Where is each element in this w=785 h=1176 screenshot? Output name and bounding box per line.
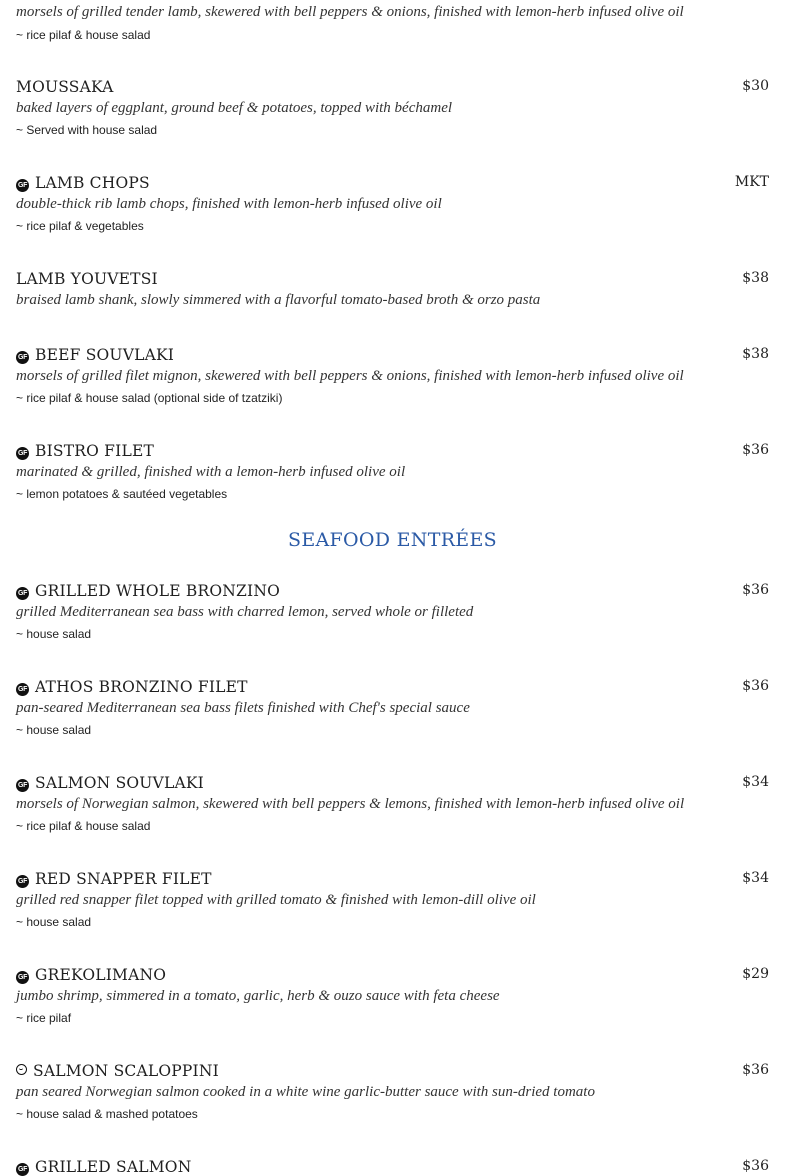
item-name: LAMB YOUVETSI bbox=[16, 270, 158, 288]
item-side: ~ rice pilaf bbox=[16, 1011, 72, 1025]
item-name: ATHOS BRONZINO FILET bbox=[35, 678, 248, 696]
gluten-free-icon: GF bbox=[16, 351, 29, 364]
item-description: baked layers of eggplant, ground beef & potatoes, topped with béchamel bbox=[16, 100, 453, 116]
item-description: jumbo shrimp, simmered in a tomato, garlic, herb & ouzo sauce with feta cheese bbox=[16, 988, 500, 1004]
menu-item bbox=[16, 870, 769, 950]
item-side: ~ Served with house salad bbox=[16, 123, 158, 137]
menu-item bbox=[16, 678, 769, 758]
gluten-free-icon: GF bbox=[16, 683, 29, 696]
item-side: ~ house salad bbox=[16, 723, 92, 737]
menu-item bbox=[16, 1158, 769, 1176]
item-description: morsels of grilled tender lamb, skewered with bell peppers & onions, finished with lemon-herb infused olive oil bbox=[16, 4, 684, 20]
menu-item bbox=[16, 774, 769, 854]
item-side: ~ house salad bbox=[16, 915, 92, 929]
menu-item bbox=[16, 174, 769, 254]
item-price: $30 bbox=[742, 78, 769, 94]
item-side: ~ rice pilaf & vegetables bbox=[16, 219, 144, 233]
menu-item bbox=[16, 270, 769, 350]
item-price: $38 bbox=[742, 270, 769, 286]
item-side: ~ rice pilaf & house salad bbox=[16, 819, 151, 833]
item-description: grilled Mediterranean sea bass with charred lemon, served whole or filleted bbox=[16, 604, 474, 620]
gluten-free-icon: GF bbox=[16, 587, 29, 600]
gluten-free-icon: GF bbox=[16, 875, 29, 888]
item-description: grilled red snapper filet topped with grilled tomato & finished with lemon-dill olive oil bbox=[16, 892, 536, 908]
item-name: SALMON SCALOPPINI bbox=[33, 1062, 219, 1080]
menu-item bbox=[16, 582, 769, 662]
item-side: ~ lemon potatoes & sautéed vegetables bbox=[16, 487, 228, 501]
item-price: $34 bbox=[742, 870, 769, 886]
gluten-free-icon: GF bbox=[16, 779, 29, 792]
menu-item bbox=[16, 442, 769, 522]
gluten-free-icon: GF bbox=[16, 1163, 29, 1176]
item-side: ~ house salad & mashed potatoes bbox=[16, 1107, 198, 1121]
item-price: $36 bbox=[742, 1158, 769, 1174]
item-side: ~ rice pilaf & house salad bbox=[16, 28, 151, 42]
item-name: GREKOLIMANO bbox=[35, 966, 167, 984]
menu-item bbox=[16, 346, 769, 426]
item-description: marinated & grilled, finished with a lemon-herb infused olive oil bbox=[16, 464, 406, 480]
item-price: $36 bbox=[742, 442, 769, 458]
item-description: pan seared Norwegian salmon cooked in a white wine garlic-butter sauce with sun-dried tomato bbox=[16, 1084, 595, 1100]
item-price: $38 bbox=[742, 346, 769, 362]
section-title: SEAFOOD ENTRÉES bbox=[288, 529, 497, 551]
item-name: LAMB CHOPS bbox=[35, 174, 150, 192]
gluten-free-icon: GF bbox=[16, 447, 29, 460]
item-description: morsels of Norwegian salmon, skewered with bell peppers & lemons, finished with lemon-herb infused olive oil bbox=[16, 796, 685, 812]
menu-item bbox=[16, 1062, 769, 1142]
gluten-free-icon: GF bbox=[16, 971, 29, 984]
item-description: double-thick rib lamb chops, finished with lemon-herb infused olive oil bbox=[16, 196, 442, 212]
item-name: RED SNAPPER FILET bbox=[35, 870, 212, 888]
item-name: GRILLED WHOLE BRONZINO bbox=[35, 582, 281, 600]
item-description: pan-seared Mediterranean sea bass filets finished with Chef's special sauce bbox=[16, 700, 470, 716]
item-price: $29 bbox=[742, 966, 769, 982]
item-name: BEEF SOUVLAKI bbox=[35, 346, 175, 364]
item-name: SALMON SOUVLAKI bbox=[35, 774, 204, 792]
gluten-free-icon: GF bbox=[16, 179, 29, 192]
vegetarian-friendly-icon bbox=[16, 1064, 27, 1075]
item-side: ~ house salad bbox=[16, 627, 92, 641]
item-name: MOUSSAKA bbox=[16, 78, 114, 96]
item-price: $36 bbox=[742, 678, 769, 694]
item-name: GRILLED SALMON bbox=[35, 1158, 192, 1176]
item-price: $36 bbox=[742, 1062, 769, 1078]
menu-item bbox=[16, 966, 769, 1046]
item-price: MKT bbox=[734, 174, 769, 190]
item-price: $36 bbox=[742, 582, 769, 598]
item-name: BISTRO FILET bbox=[35, 442, 154, 460]
item-description: morsels of grilled filet mignon, skewered with bell peppers & onions, finished with lemon-herb infused olive oil bbox=[16, 368, 684, 384]
item-side: ~ rice pilaf & house salad (optional side of tzatziki) bbox=[16, 391, 283, 405]
item-description: braised lamb shank, slowly simmered with a flavorful tomato-based broth & orzo pasta bbox=[16, 292, 541, 308]
item-price: $34 bbox=[742, 774, 769, 790]
menu-item bbox=[16, 78, 769, 158]
